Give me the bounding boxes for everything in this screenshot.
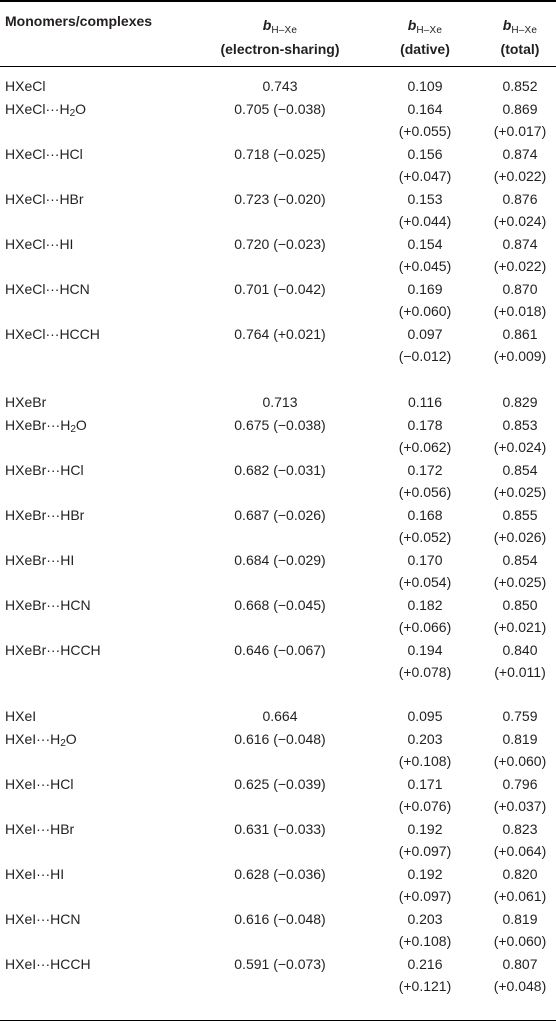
total-delta: (+0.025) [493, 574, 547, 590]
row-label [5, 729, 77, 754]
dative-value: 0.171 [407, 776, 443, 792]
total-delta: (+0.011) [494, 664, 546, 680]
total-value: 0.861 [502, 326, 538, 342]
total-value: 0.853 [502, 417, 538, 433]
dative-delta: (+0.044) [398, 213, 452, 229]
electron-sharing-value: 0.743 [262, 78, 298, 94]
dative-delta: (+0.066) [398, 619, 452, 635]
dative-delta: (+0.060) [398, 303, 452, 319]
total-value: 0.874 [502, 146, 538, 162]
row-label [5, 234, 73, 255]
electron-sharing-value: 0.713 [262, 394, 298, 410]
dative-value: 0.192 [407, 866, 443, 882]
total-value: 0.876 [502, 191, 538, 207]
bottom-rule [0, 1020, 556, 1021]
header-total: $b_{H-Xe}$ (total) [500, 17, 540, 57]
dative-value: 0.194 [407, 642, 443, 658]
total-delta: (+0.022) [493, 168, 547, 184]
label-text: HXeCl···HBr [5, 191, 84, 207]
row-label [5, 909, 80, 930]
dative-value: 0.164 [407, 101, 443, 117]
label-text: O [65, 731, 77, 747]
total-value: 0.796 [502, 776, 538, 792]
electron-sharing-value: 0.646 (−0.067) [234, 642, 326, 658]
dative-value: 0.216 [407, 956, 443, 972]
total-value: 0.850 [502, 597, 538, 613]
electron-sharing-value: 0.675 (−0.038) [234, 417, 326, 433]
dative-value: 0.172 [407, 462, 443, 478]
total-delta: (+0.064) [493, 843, 547, 859]
label-text: HXeBr···HCN [5, 597, 91, 613]
row-label [5, 144, 83, 165]
total-value: 0.874 [502, 236, 538, 252]
header-dative: $b_{H-Xe}$ (dative) [400, 17, 450, 57]
dative-delta: (+0.056) [398, 484, 452, 500]
total-delta: (+0.018) [493, 303, 547, 319]
dative-delta: (+0.047) [398, 168, 452, 184]
total-value: 0.819 [502, 731, 538, 747]
total-value: 0.759 [502, 708, 538, 724]
electron-sharing-value: 0.628 (−0.036) [234, 866, 326, 882]
row-label [5, 392, 46, 413]
label-text: HXeBr···HI [5, 552, 75, 568]
subscript-text: 2 [69, 108, 76, 119]
label-text: HXeCl···HI [5, 236, 74, 252]
total-value: 0.807 [502, 956, 538, 972]
total-delta: (+0.017) [493, 123, 547, 139]
dative-delta: (+0.097) [398, 843, 452, 859]
total-delta: (+0.048) [493, 978, 547, 994]
dative-delta: (+0.108) [398, 753, 452, 769]
total-value: 0.854 [502, 552, 538, 568]
dative-delta: (+0.078) [398, 664, 452, 680]
dative-delta: (+0.054) [398, 574, 452, 590]
electron-sharing-value: 0.682 (−0.031) [234, 462, 326, 478]
total-delta: (+0.026) [493, 529, 547, 545]
dative-delta: (+0.108) [398, 933, 452, 949]
label-text: HXeI···HI [5, 866, 65, 882]
label-text: HXeCl···HCN [5, 281, 90, 297]
subscript-text: 2 [70, 424, 76, 435]
top-rule [0, 0, 556, 2]
row-label [5, 550, 74, 571]
total-delta: (+0.022) [493, 258, 547, 274]
label-text: HXeI···HCN [5, 911, 81, 927]
label-text: O [75, 101, 87, 117]
total-delta: (+0.060) [493, 753, 547, 769]
total-value: 0.870 [502, 281, 538, 297]
dative-value: 0.097 [407, 326, 443, 342]
total-delta: (+0.060) [493, 933, 547, 949]
row-label [5, 324, 100, 345]
electron-sharing-value: 0.591 (−0.073) [234, 956, 326, 972]
dative-delta: (+0.076) [398, 798, 452, 814]
electron-sharing-value: 0.723 (−0.020) [234, 191, 326, 207]
row-label [5, 819, 74, 840]
label-text: HXeBr···HCl [5, 462, 84, 478]
total-value: 0.852 [502, 78, 538, 94]
electron-sharing-value: 0.705 (−0.038) [234, 101, 326, 117]
row-label [5, 460, 84, 481]
label-text: HXeCl···H [5, 101, 70, 117]
dative-value: 0.170 [407, 552, 443, 568]
dative-value: 0.169 [407, 281, 443, 297]
row-label [5, 415, 87, 440]
dative-value: 0.095 [407, 708, 443, 724]
dative-delta: (+0.097) [398, 888, 452, 904]
total-value: 0.854 [502, 462, 538, 478]
total-delta: (+0.061) [493, 888, 547, 904]
label-text: HXeCl [5, 78, 46, 94]
dative-value: 0.178 [407, 417, 443, 433]
row-label [5, 774, 73, 795]
dative-value: 0.153 [407, 191, 443, 207]
electron-sharing-value: 0.625 (−0.039) [234, 776, 326, 792]
electron-sharing-value: 0.668 (−0.045) [234, 597, 326, 613]
label-text: HXeI···HCl [5, 776, 74, 792]
electron-sharing-value: 0.718 (−0.025) [234, 146, 326, 162]
electron-sharing-value: 0.764 (+0.021) [234, 326, 326, 342]
dative-delta: (−0.012) [398, 348, 452, 364]
total-value: 0.869 [502, 101, 538, 117]
header-electron-sharing: $b_{H-Xe}$ (electron-sharing) [220, 17, 340, 57]
label-text: O [75, 417, 87, 433]
dative-delta: (+0.055) [398, 123, 452, 139]
electron-sharing-value: 0.631 (−0.033) [234, 821, 326, 837]
dative-value: 0.156 [407, 146, 443, 162]
label-text: HXeBr···H [5, 417, 71, 433]
total-value: 0.840 [502, 642, 538, 658]
row-label [5, 954, 91, 975]
electron-sharing-value: 0.720 (−0.023) [234, 236, 326, 252]
label-text: HXeCl···HCl [5, 146, 83, 162]
header-monomers: Monomers/complexes [5, 13, 153, 29]
dative-value: 0.154 [407, 236, 443, 252]
electron-sharing-value: 0.616 (−0.048) [234, 731, 326, 747]
total-delta: (+0.037) [493, 798, 547, 814]
row-label [5, 640, 101, 661]
label-text: HXeBr [5, 394, 47, 410]
dative-value: 0.192 [407, 821, 443, 837]
row-label [5, 864, 64, 885]
electron-sharing-value: 0.701 (−0.042) [234, 281, 326, 297]
label-text: HXeCl···HCCH [5, 326, 100, 342]
header-rule [0, 66, 556, 67]
total-value: 0.823 [502, 821, 538, 837]
total-delta: (+0.024) [493, 213, 547, 229]
total-delta: (+0.025) [493, 484, 547, 500]
row-label [5, 505, 84, 526]
row-label [5, 706, 36, 727]
dative-delta: (+0.045) [398, 258, 452, 274]
row-label [5, 99, 86, 124]
total-value: 0.819 [502, 911, 538, 927]
total-delta: (+0.021) [493, 619, 547, 635]
dative-value: 0.116 [408, 394, 442, 410]
row-label [5, 76, 45, 97]
total-value: 0.820 [502, 866, 538, 882]
label-text: HXeI···HCCH [5, 956, 91, 972]
dative-delta: (+0.121) [398, 978, 452, 994]
electron-sharing-value: 0.616 (−0.048) [234, 911, 326, 927]
total-delta: (+0.024) [493, 439, 547, 455]
dative-value: 0.109 [407, 78, 443, 94]
row-label [5, 279, 90, 300]
dative-delta: (+0.052) [398, 529, 452, 545]
dative-delta: (+0.062) [398, 439, 452, 455]
label-text: HXeBr···HCCH [5, 642, 101, 658]
electron-sharing-value: 0.687 (−0.026) [234, 507, 326, 523]
row-label [5, 189, 84, 210]
electron-sharing-value: 0.664 [262, 708, 298, 724]
dative-value: 0.203 [407, 731, 443, 747]
subscript-text: 2 [60, 738, 66, 749]
label-text: HXeBr···HBr [5, 507, 85, 523]
dative-value: 0.203 [407, 911, 443, 927]
electron-sharing-value: 0.684 (−0.029) [234, 552, 326, 568]
total-delta: (+0.009) [493, 348, 547, 364]
dative-value: 0.182 [407, 597, 443, 613]
total-value: 0.829 [502, 394, 538, 410]
total-value: 0.855 [502, 507, 538, 523]
label-text: HXeI···H [5, 731, 61, 747]
dative-value: 0.168 [407, 507, 443, 523]
label-text: HXeI···HBr [5, 821, 75, 837]
label-text: HXeI [5, 708, 37, 724]
row-label [5, 595, 91, 616]
